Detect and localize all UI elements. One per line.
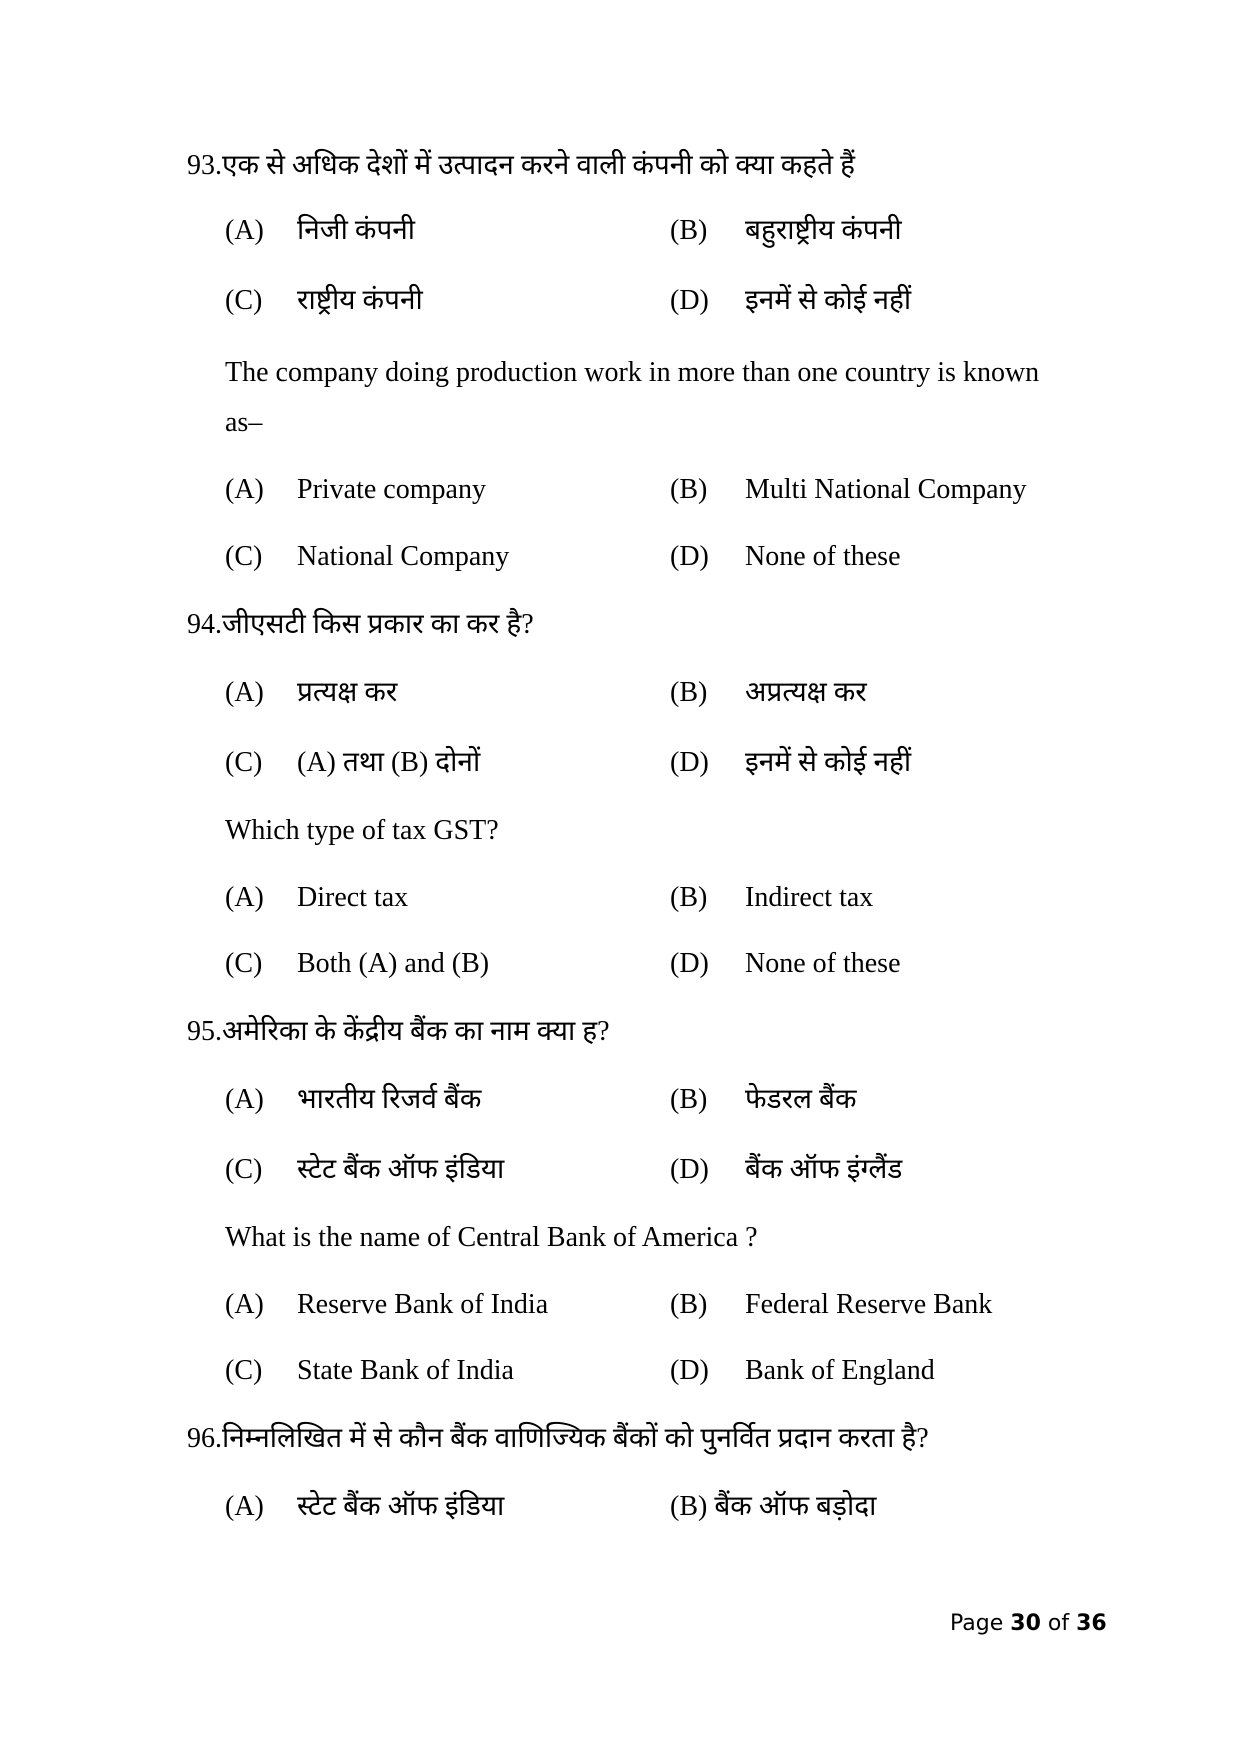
- question-94-hindi: [187, 607, 534, 643]
- page-current: 30: [1010, 1611, 1041, 1636]
- page-total: 36: [1076, 1611, 1107, 1636]
- question-93-hindi: [187, 148, 855, 184]
- option-text: Bank of England: [745, 1355, 935, 1386]
- option-text: Direct tax: [297, 882, 409, 913]
- option-letter-c: (C): [225, 1154, 263, 1185]
- option-letter-b: (B): [670, 215, 708, 246]
- option-letter-c: (C): [225, 948, 263, 979]
- option-letter-a: (A): [225, 1084, 264, 1115]
- option-text: अप्रत्यक्ष कर: [745, 677, 867, 708]
- option-letter-b: (B): [670, 882, 708, 913]
- option-text: भारतीय रिजर्व बैंक: [297, 1084, 482, 1115]
- option-text: स्टेट बैंक ऑफ इंडिया: [297, 1491, 505, 1522]
- question-text: एक से अधिक देशों में उत्पादन करने वाली कंपनी को क्या कहते हैं: [222, 150, 855, 181]
- question-95-english: What is the name of Central Bank of America ?: [225, 1222, 758, 1253]
- option-text: प्रत्यक्ष कर: [297, 677, 398, 708]
- question-96-hindi: [187, 1421, 929, 1457]
- option-letter-b: (B): [670, 1084, 708, 1115]
- option-letter-d: (D): [670, 1154, 709, 1185]
- option-text: इनमें से कोई नहीं: [745, 747, 912, 778]
- option-letter-a: (A): [225, 215, 264, 246]
- question-number: 94.: [187, 609, 222, 640]
- question-text: जीएसटी किस प्रकार का कर है?: [222, 609, 534, 640]
- question-93-english-line1: The company doing production work in more than one country is known: [225, 357, 1040, 388]
- option-text: Indirect tax: [745, 882, 874, 913]
- question-95-hindi: [187, 1014, 610, 1050]
- option-text: बहुराष्ट्रीय कंपनी: [745, 215, 902, 246]
- option-letter-d: (D): [670, 747, 709, 778]
- option-letter-c: (C): [225, 285, 263, 316]
- option-letter-d: (D): [670, 541, 709, 572]
- option-text: Both (A) and (B): [297, 948, 490, 979]
- option-letter-d: (D): [670, 948, 709, 979]
- option-text: None of these: [745, 948, 901, 979]
- option-letter-a: (A): [225, 1491, 264, 1522]
- option-text: Federal Reserve Bank: [745, 1289, 993, 1320]
- page-word: Page: [950, 1611, 1004, 1636]
- option-letter-a: (A): [225, 474, 264, 505]
- option-text: स्टेट बैंक ऑफ इंडिया: [297, 1154, 505, 1185]
- option-text: State Bank of India: [297, 1355, 514, 1386]
- option-text: बैंक ऑफ इंग्लैंड: [745, 1154, 903, 1185]
- option-letter-b: (B): [670, 474, 708, 505]
- option-letter-d: (D): [670, 285, 709, 316]
- question-number: 95.: [187, 1016, 222, 1047]
- option-letter-b: (B): [670, 1289, 708, 1320]
- option-letter-a: (A): [225, 677, 264, 708]
- option-text: None of these: [745, 541, 901, 572]
- option-text: (B) बैंक ऑफ बड़ोदा: [670, 1491, 877, 1522]
- option-letter-c: (C): [225, 747, 263, 778]
- option-text: Multi National Company: [745, 474, 1027, 505]
- option-letter-c: (C): [225, 1355, 263, 1386]
- option-text: इनमें से कोई नहीं: [745, 285, 912, 316]
- option-text: राष्ट्रीय कंपनी: [297, 285, 423, 316]
- option-letter-a: (A): [225, 882, 264, 913]
- option-text: National Company: [297, 541, 510, 572]
- option-text: निजी कंपनी: [297, 215, 416, 246]
- option-text: (A) तथा (B) दोनों: [297, 747, 481, 778]
- option-letter-d: (D): [670, 1355, 709, 1386]
- question-number: 93.: [187, 150, 222, 181]
- question-94-english: Which type of tax GST?: [225, 815, 499, 846]
- option-text: Reserve Bank of India: [297, 1289, 549, 1320]
- question-text: अमेरिका के केंद्रीय बैंक का नाम क्या ह?: [222, 1016, 610, 1047]
- of-word: of: [1047, 1611, 1070, 1636]
- option-letter-c: (C): [225, 541, 263, 572]
- question-text: निम्नलिखित में से कौन बैंक वाणिज्यिक बैंकों को पुनर्वित प्रदान करता है?: [222, 1423, 929, 1454]
- option-text: Private company: [297, 474, 486, 505]
- question-number: 96.: [187, 1423, 222, 1454]
- question-93-english-line2: as–: [225, 407, 263, 438]
- page-footer: [950, 1610, 1107, 1638]
- option-text: फेडरल बैंक: [745, 1084, 857, 1115]
- option-letter-a: (A): [225, 1289, 264, 1320]
- option-letter-b: (B): [670, 677, 708, 708]
